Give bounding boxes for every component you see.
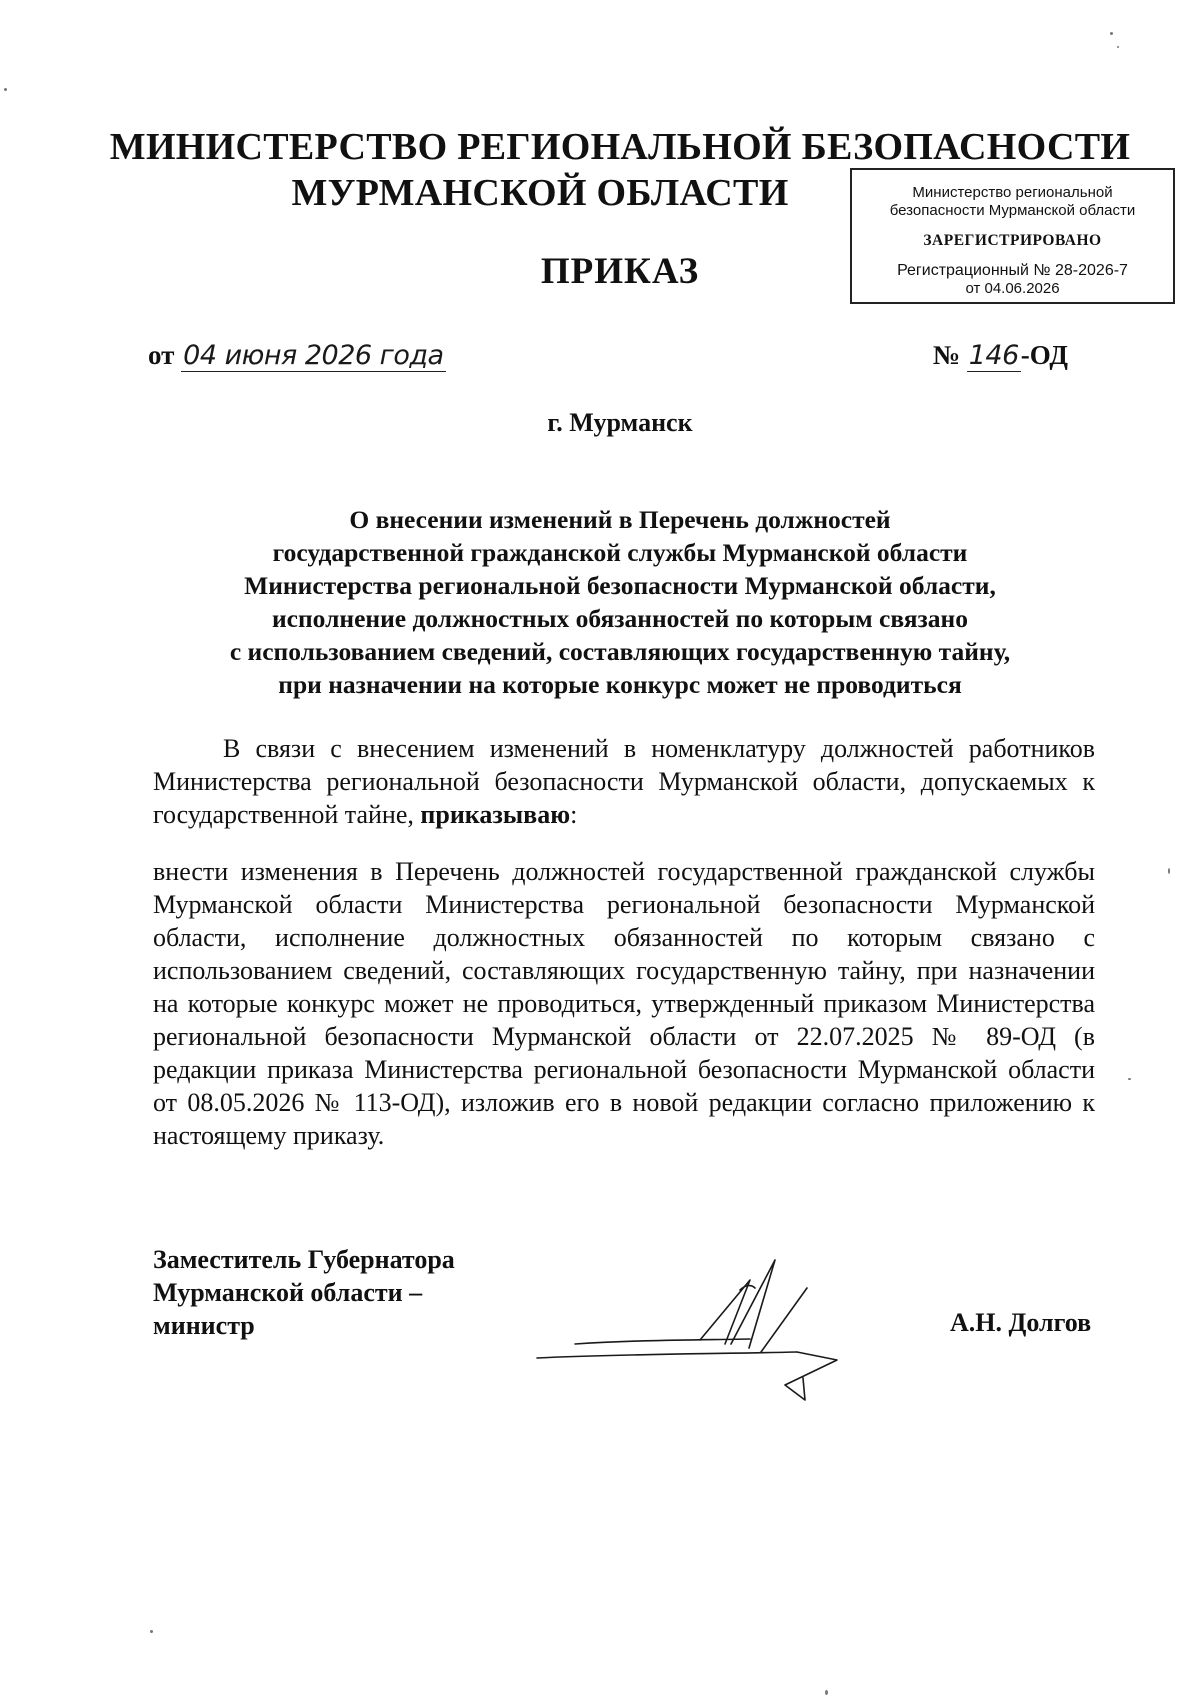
- scan-speck: [4, 88, 7, 91]
- title-line: Министерства региональной безопасности Мурманской области,: [244, 571, 996, 600]
- signatory-line: Заместитель Губернатора: [153, 1245, 455, 1274]
- title-line: с использованием сведений, составляющих государственную тайну,: [229, 637, 1011, 666]
- organization-name-line2: МУРМАНСКОЙ ОБЛАСТИ: [291, 172, 789, 214]
- number-suffix: -ОД: [1020, 340, 1068, 370]
- stamp-status: ЗАРЕГИСТРИРОВАНО: [923, 232, 1102, 249]
- intro-text: В связи с внесением изменений в номенклатуру должностей работников Министерства региональной безопасности Мурманской области, допускаемых к государственной тайне,: [153, 734, 1095, 829]
- date-prefix: от: [148, 340, 175, 370]
- intro-paragraph: [153, 732, 1095, 831]
- signatory-name: А.Н. Долгов: [950, 1308, 1092, 1337]
- signatory-title: [153, 1243, 455, 1342]
- stamp-org-line2: безопасности Мурманской области: [889, 202, 1136, 219]
- number-prefix: №: [932, 340, 960, 370]
- body-paragraph: внести изменения в Перечень должностей государственной гражданской службы Мурманской области Министерства региональной безопасности Мурманской области, исполнение должностных обязанностей по которым связано с использованием сведений, составляющих государственную тайну, при назначении на которые конкурс может не проводиться, утвержденный приказом Министерства региональной безопасности Мурманской области от 22.07.2025 № 89-ОД (в редакции приказа Министерства региональной безопасности Мурманской области от 08.05.2026 № 113-ОД), изложив его в новой редакции согласно приложению к настоящему приказу.: [153, 857, 1095, 1150]
- scan-speck: [150, 1630, 153, 1633]
- title-line: О внесении изменений в Перечень должностей: [349, 505, 891, 534]
- stamp-registration-number: Регистрационный № 28-2026-7: [897, 262, 1128, 279]
- stamp-org-line1: Министерство региональной: [912, 184, 1113, 201]
- handwritten-number: 146: [968, 340, 1019, 371]
- scan-speck: [825, 1690, 828, 1695]
- intro-emphasis: приказываю: [420, 800, 571, 829]
- handwritten-date: 04 июня 2026 года: [183, 340, 444, 371]
- handwritten-signature: [535, 1240, 915, 1410]
- document-title: [120, 503, 1120, 701]
- signatory-line: Мурманской области –: [153, 1278, 423, 1307]
- document-type: ПРИКАЗ: [540, 251, 700, 292]
- intro-tail: :: [570, 800, 578, 829]
- city: г. Мурманск: [547, 408, 693, 437]
- title-line: при назначении на которые конкурс может не проводиться: [278, 670, 962, 699]
- stamp-registration-date: от 04.06.2026: [965, 280, 1060, 297]
- document-number: [933, 340, 1068, 371]
- organization-name-line1: МИНИСТЕРСТВО РЕГИОНАЛЬНОЙ БЕЗОПАСНОСТИ: [109, 126, 1131, 168]
- scan-speck: [1117, 46, 1119, 48]
- document-date: [148, 340, 446, 371]
- scan-speck: [1128, 1078, 1131, 1080]
- signatory-line: министр: [153, 1311, 255, 1340]
- title-line: государственной гражданской службы Мурманской области: [272, 538, 968, 567]
- scan-speck: [1168, 868, 1170, 874]
- scan-speck: [1110, 32, 1113, 35]
- title-line: исполнение должностных обязанностей по которым связано: [271, 604, 968, 633]
